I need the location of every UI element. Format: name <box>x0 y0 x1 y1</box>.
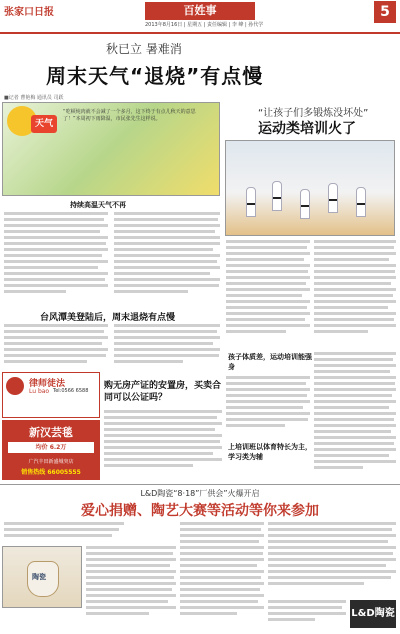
story3-body-col4 <box>268 600 346 630</box>
story2-subhead-b: 上培训班以体育特长为主，学习类为辅 <box>228 443 312 461</box>
ceramic-vase <box>27 561 59 597</box>
story1-body-col4 <box>114 324 220 368</box>
story2-body-col4 <box>314 352 396 480</box>
story1-subhead-b: 台风潭美登陆后，周末退烧有点慢 <box>40 313 176 323</box>
story3-kicker: L&D陶瓷“8·18”厂供会”火爆开启 <box>140 489 260 498</box>
lawyer-ad-title: 律师徒法 <box>29 379 66 389</box>
child-figure <box>246 187 256 217</box>
child-figure <box>300 189 310 219</box>
weather-tag: 天气 <box>31 115 57 133</box>
story2-body-col2 <box>314 240 396 350</box>
story3-body-col3 <box>268 522 396 596</box>
car-ad-dealer: 广汽丰田新盛城突店 <box>28 459 74 465</box>
story3-body-col0 <box>4 522 124 544</box>
story1-body-col2 <box>114 212 220 306</box>
story1-subhead-a: 持续高温天气不再 <box>70 201 126 209</box>
lawyer-ad-tel: Tel:0566 6588 <box>53 388 89 394</box>
legal-qa-headline: 购无房产证的安置房，买卖合同可以公证吗？ <box>104 381 222 403</box>
car-ad-hotline: 销售热线 66005555 <box>21 469 81 476</box>
scales-icon <box>6 377 24 395</box>
story1-body-col3 <box>4 324 108 368</box>
child-figure <box>272 181 282 211</box>
story1-photo <box>2 102 220 196</box>
page-header <box>0 0 400 34</box>
story2-subhead-a: 孩子体质差，运动培训能强身 <box>228 353 312 371</box>
header-rule <box>0 32 400 34</box>
story3-photo <box>2 546 82 608</box>
story3-body-col1 <box>86 546 176 630</box>
car-ad-price: 均价 6.2万 <box>8 442 94 453</box>
story3-headline: 爱心捐赠、陶艺大赛等活动等你来参加 <box>81 503 319 519</box>
header-meta: 2013年8月16日 | 星期五 | 责任编辑 | 李 峰 | 孙代学 <box>145 22 264 28</box>
story2-body-col1 <box>226 240 310 350</box>
paper-logo: 张家口日报 <box>4 7 54 18</box>
story2-photo <box>225 140 395 236</box>
story1-byline: ■记者 曹艳梅 通讯员 司跃 <box>4 95 64 101</box>
ld-ceramics-logo: L&D陶瓷 <box>350 600 396 628</box>
car-dealer-ad <box>2 420 100 480</box>
story1-body-col1 <box>4 212 108 306</box>
story2-kicker: “让孩子们多锻炼没坏处” <box>258 108 369 119</box>
story2-headline: 运动类培训火了 <box>258 121 356 137</box>
vase-text: 陶瓷 <box>32 573 46 581</box>
story1-photo-caption: “吃顿炖肉就不会减了一个多月，这下终于有点儿秋天的意思了！”本周初下雨降温，市民张先生这样说。 <box>63 109 196 122</box>
page-number: 5 <box>374 1 396 23</box>
car-ad-title: 新汉芸毯 <box>29 426 73 439</box>
child-figure <box>356 187 366 217</box>
section-divider <box>0 484 400 485</box>
story2-body-col3 <box>226 376 310 438</box>
lawyer-ad-en: Lu bao <box>29 388 50 395</box>
story1-kicker: 秋已立 暑难消 <box>106 42 182 56</box>
child-figure <box>328 183 338 213</box>
story1-headline: 周末天气“退烧”有点慢 <box>46 64 264 88</box>
lawyer-ad <box>2 372 100 418</box>
story3-body-col2 <box>180 522 264 630</box>
section-title: 百姓事 <box>145 2 255 20</box>
legal-qa-body <box>104 410 222 480</box>
